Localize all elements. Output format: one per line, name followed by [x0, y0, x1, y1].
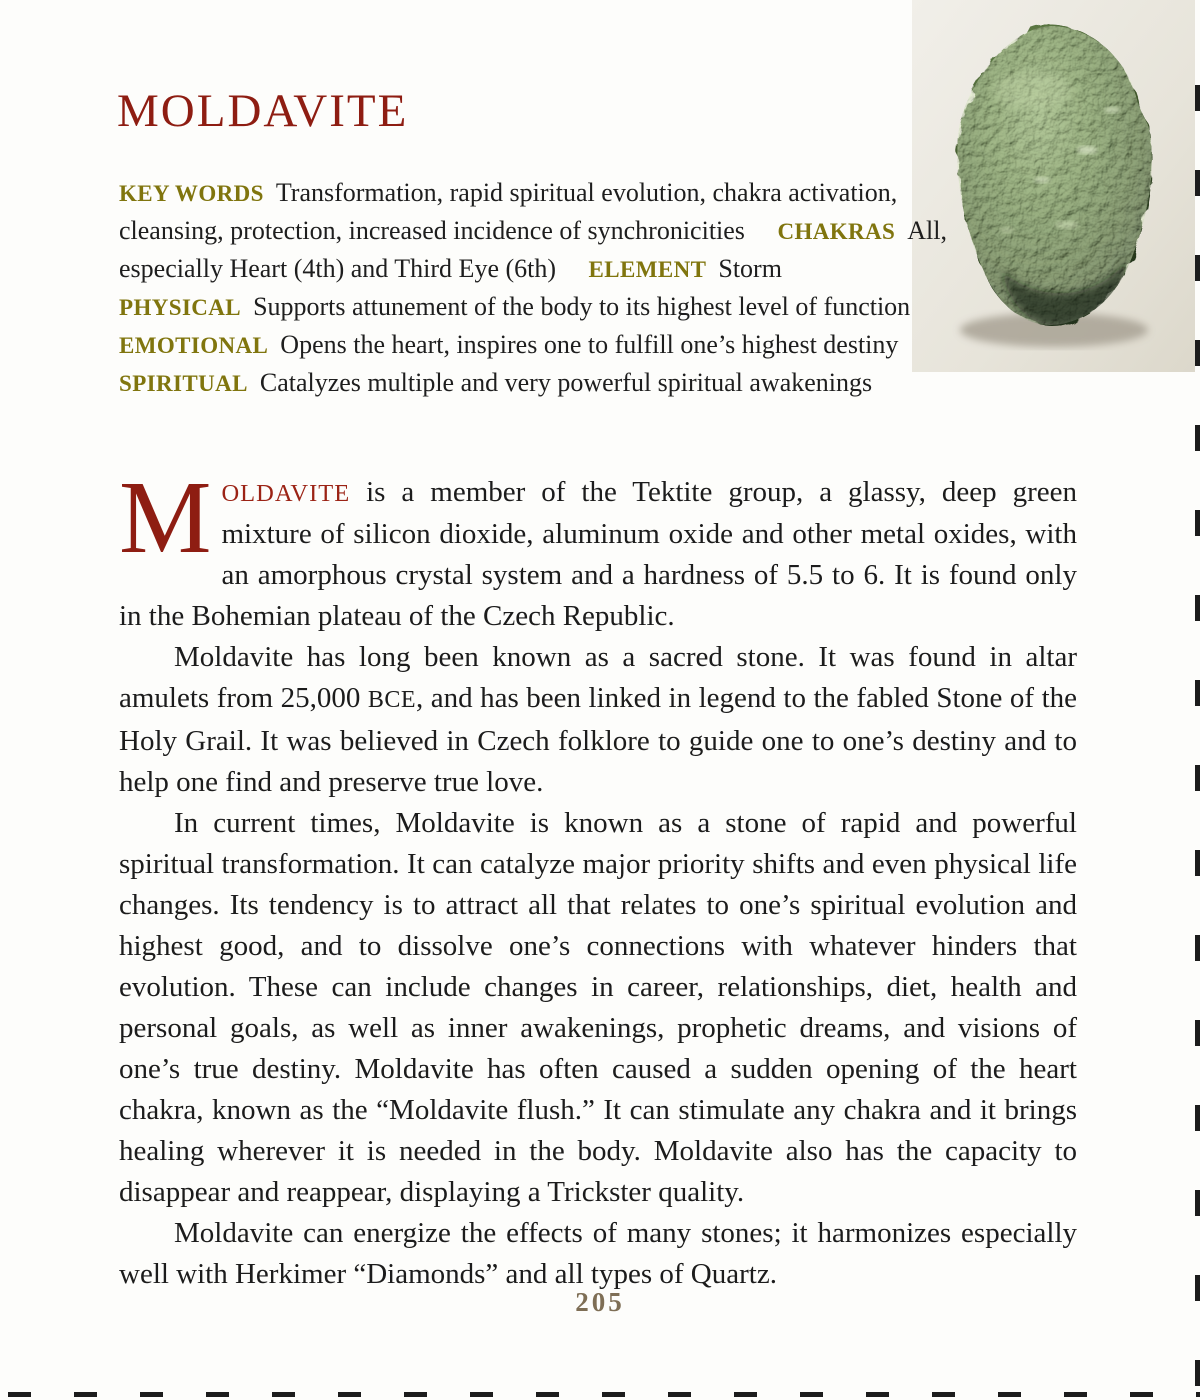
paragraph-text: is a member of the Tektite group, a glassy, deep green mixture of silicon dioxide, aluminum oxide and other metal oxides, with an amorphous crystal system and a hardness of 5.5 to 6. It is found only in the Bohemian plateau of the Czech Republic. [119, 476, 1077, 632]
attribute-text: Catalyzes multiple and very powerful spiritual awakenings [259, 368, 873, 397]
lead-word-smallcaps: OLDAVITE [221, 480, 351, 507]
attribute-item-element [589, 254, 782, 283]
moldavite-stone-photo [912, 0, 1195, 372]
attribute-text: All, especially Heart (4th) and Third Eye (6th) [119, 216, 947, 283]
page-title: MOLDAVITE [117, 85, 409, 137]
drop-cap: M [119, 460, 212, 575]
attribute-text: Supports attunement of the body to its highest level of function [253, 292, 911, 321]
body-text [119, 460, 1077, 1295]
attribute-label: EMOTIONAL [119, 333, 269, 358]
attributes-paragraph [119, 174, 949, 402]
page-edge-marks-right [1195, 85, 1200, 1388]
stone-illustration [912, 0, 1195, 372]
page-number: 205 [575, 1287, 625, 1317]
attribute-text: Opens the heart, inspires one to fulfill one’s highest destiny [280, 330, 899, 359]
attribute-item-physical [119, 292, 910, 321]
body-paragraph-1 [119, 460, 1077, 637]
paragraph-text: Moldavite has long been known as a sacred stone. It was found in altar amulets from 25,000 [119, 641, 1077, 714]
bce-smallcaps: BCE [367, 687, 417, 713]
body-paragraph-3: In current times, Moldavite is known as a stone of rapid and powerful spiritual transformation. It can catalyze major priority shifts and even physical life changes. Its tendency is to attract all that relates to one’s spiritual evolution and highest good, and to dissolve one’s connections with whatever hinders that evolution. These can include changes in career, relationships, diet, health and personal goals, as well as inner awakenings, prophetic dreams, and visions of one’s true destiny. Moldavite has often caused a sudden opening of the heart chakra, known as the “Moldavite flush.” It can stimulate any chakra and it brings healing wherever it is needed in the body. Moldavite also has the capacity to disappear and reappear, displaying a Trickster quality. [119, 807, 1077, 1208]
attribute-text: Storm [718, 254, 782, 283]
body-paragraph-4: Moldavite can energize the effects of many stones; it harmonizes especially well with Herkimer “Diamonds” and all types of Quartz. [119, 1217, 1077, 1290]
attribute-label: KEY WORDS [119, 181, 264, 206]
attribute-item-spiritual [119, 368, 872, 397]
attribute-label: ELEMENT [588, 257, 707, 282]
attribute-label: PHYSICAL [119, 295, 242, 320]
attribute-text: Transformation, rapid spiritual evolution, chakra activation, cleansing, protection, increased incidence of synchronicities [119, 178, 898, 245]
attribute-label: CHAKRAS [777, 219, 896, 244]
attribute-label: SPIRITUAL [119, 371, 248, 396]
attribute-item-emotional [119, 330, 898, 359]
body-paragraph-2 [119, 637, 1077, 803]
paragraph-text: , and has been linked in legend to the fabled Stone of the Holy Grail. It was believed in Czech folklore to guide one to one’s destiny and to help one find and preserve true love. [119, 682, 1077, 798]
page-edge-marks-bottom [8, 1392, 1200, 1397]
